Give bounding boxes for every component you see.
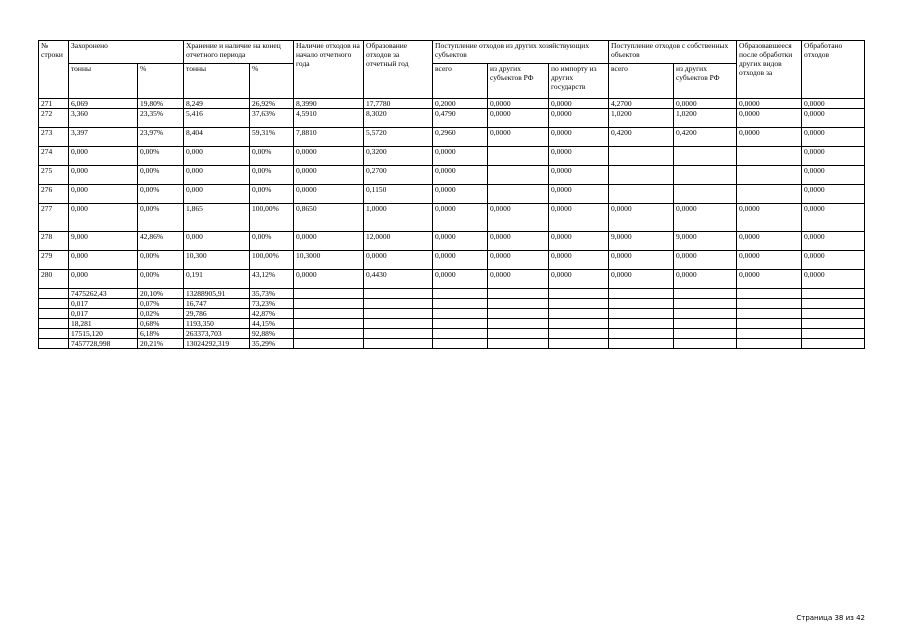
summary-row <box>39 319 865 329</box>
summary-cell-empty <box>802 309 865 319</box>
table-row <box>39 99 865 109</box>
table-cell-bp: 0,00% <box>138 251 184 270</box>
table-cell-rrf: 0,0000 <box>488 232 549 251</box>
table-cell-st: 1,865 <box>184 204 250 232</box>
summary-cell-sp: 73,23% <box>250 299 294 309</box>
header-received-from-rf: из других субъектов РФ <box>488 64 549 99</box>
summary-cell-empty <box>549 299 609 309</box>
table-cell-pr: 0,0000 <box>802 128 865 147</box>
summary-cell-empty <box>802 319 865 329</box>
table-cell-frm: 0,0000 <box>364 251 433 270</box>
table-cell-bp: 19,80% <box>138 99 184 109</box>
table-cell-fa: 0,0000 <box>737 128 802 147</box>
summary-cell-empty <box>737 299 802 309</box>
table-cell-orf: 0,0000 <box>674 251 737 270</box>
table-cell-n: 275 <box>39 166 69 185</box>
summary-cell-sp: 44,15% <box>250 319 294 329</box>
summary-cell-empty <box>488 309 549 319</box>
table-cell-rt: 0,4790 <box>433 109 488 128</box>
summary-cell-empty <box>609 339 674 349</box>
table-cell-pr: 0,0000 <box>802 185 865 204</box>
summary-cell-empty <box>802 339 865 349</box>
table-cell-n: 274 <box>39 147 69 166</box>
header-processed: Обработано отходов <box>802 41 865 99</box>
header-buried: Захоронено <box>69 41 184 64</box>
summary-cell-bp: 0,68% <box>138 319 184 329</box>
table-cell-n: 276 <box>39 185 69 204</box>
table-cell-pr: 0,0000 <box>802 251 865 270</box>
table-row <box>39 232 865 251</box>
table-cell-frm: 8,3020 <box>364 109 433 128</box>
header-formed: Образование отходов за отчетный год <box>364 41 433 99</box>
summary-cell-empty <box>364 329 433 339</box>
summary-cell-empty <box>39 319 69 329</box>
summary-cell-st: 13288905,91 <box>184 289 250 299</box>
header-received-entities: Поступление отходов из других хозяйствующих субъектов <box>433 41 609 64</box>
table-cell-rt: 0,0000 <box>433 166 488 185</box>
table-cell-bt: 3,397 <box>69 128 138 147</box>
summary-cell-empty <box>549 319 609 329</box>
table-cell-ot: 4,2700 <box>609 99 674 109</box>
table-cell-rrf: 0,0000 <box>488 109 549 128</box>
table-cell-ot: 0,0000 <box>609 204 674 232</box>
table-cell-sp: 37,63% <box>250 109 294 128</box>
header-initial: Наличие отходов на начало отчетного года <box>294 41 364 99</box>
summary-cell-empty <box>802 299 865 309</box>
table-cell-rrf <box>488 147 549 166</box>
summary-cell-empty <box>488 329 549 339</box>
summary-cell-empty <box>609 299 674 309</box>
table-cell-frm: 0,1150 <box>364 185 433 204</box>
table-cell-ot <box>609 185 674 204</box>
table-cell-pr: 0,0000 <box>802 204 865 232</box>
table-row <box>39 251 865 270</box>
table-cell-rt: 0,2000 <box>433 99 488 109</box>
table-cell-orf: 0,0000 <box>674 270 737 289</box>
summary-cell-empty <box>737 339 802 349</box>
header-buried-percent: % <box>138 64 184 99</box>
table-cell-ot <box>609 166 674 185</box>
summary-cell-empty <box>364 319 433 329</box>
summary-cell-empty <box>294 299 364 309</box>
summary-cell-empty <box>433 319 488 329</box>
table-cell-rim: 0,0000 <box>549 109 609 128</box>
table-cell-pr: 0,0000 <box>802 109 865 128</box>
table-cell-rrf: 0,0000 <box>488 99 549 109</box>
header-storage-tonnes: тонны <box>184 64 250 99</box>
table-cell-bt: 0,000 <box>69 270 138 289</box>
table-cell-pr: 0,0000 <box>802 99 865 109</box>
table-cell-frm: 0,2700 <box>364 166 433 185</box>
table-cell-bt: 0,000 <box>69 147 138 166</box>
summary-cell-empty <box>737 319 802 329</box>
table-cell-rt: 0,0000 <box>433 251 488 270</box>
table-cell-ini: 0,8650 <box>294 204 364 232</box>
table-cell-n: 277 <box>39 204 69 232</box>
table-cell-orf <box>674 185 737 204</box>
summary-cell-bp: 0,07% <box>138 299 184 309</box>
table-cell-rim: 0,0000 <box>549 99 609 109</box>
table-row <box>39 147 865 166</box>
table-cell-bp: 0,00% <box>138 166 184 185</box>
table-cell-bp: 0,00% <box>138 270 184 289</box>
table-cell-bp: 42,86% <box>138 232 184 251</box>
table-cell-rt: 0,0000 <box>433 232 488 251</box>
table-cell-orf: 0,0000 <box>674 204 737 232</box>
table-cell-rrf: 0,0000 <box>488 251 549 270</box>
table-cell-rim: 0,0000 <box>549 185 609 204</box>
table-cell-n: 271 <box>39 99 69 109</box>
table-cell-ini: 0,0000 <box>294 232 364 251</box>
table-cell-st: 0,000 <box>184 166 250 185</box>
table-cell-bt: 9,000 <box>69 232 138 251</box>
table-row <box>39 128 865 147</box>
summary-cell-st: 263373,703 <box>184 329 250 339</box>
table-cell-pr: 0,0000 <box>802 232 865 251</box>
table-cell-bp: 0,00% <box>138 204 184 232</box>
summary-cell-sp: 42,87% <box>250 309 294 319</box>
table-cell-fa: 0,0000 <box>737 109 802 128</box>
table-cell-sp: 26,92% <box>250 99 294 109</box>
table-cell-bt: 0,000 <box>69 204 138 232</box>
table-cell-st: 0,000 <box>184 147 250 166</box>
table-cell-bp: 0,00% <box>138 147 184 166</box>
header-storage: Хранение и наличие на конец отчетного периода <box>184 41 294 64</box>
table-cell-sp: 0,00% <box>250 166 294 185</box>
table-cell-fa: 0,0000 <box>737 270 802 289</box>
table-cell-frm: 1,0000 <box>364 204 433 232</box>
table-cell-ot: 0,0000 <box>609 270 674 289</box>
summary-cell-empty <box>609 329 674 339</box>
table-cell-st: 10,300 <box>184 251 250 270</box>
table-cell-frm: 17,7780 <box>364 99 433 109</box>
table-cell-frm: 12,0000 <box>364 232 433 251</box>
table-cell-ini: 7,8810 <box>294 128 364 147</box>
table-cell-ini: 0,0000 <box>294 270 364 289</box>
table-cell-ot: 1,0200 <box>609 109 674 128</box>
table-row <box>39 185 865 204</box>
summary-cell-empty <box>39 289 69 299</box>
summary-cell-empty <box>488 289 549 299</box>
table-cell-rrf <box>488 166 549 185</box>
summary-cell-empty <box>39 309 69 319</box>
summary-cell-sp: 35,29% <box>250 339 294 349</box>
table-cell-sp: 0,00% <box>250 147 294 166</box>
summary-cell-empty <box>39 299 69 309</box>
summary-cell-empty <box>609 289 674 299</box>
waste-report-table <box>38 40 865 349</box>
table-cell-orf: 1,0200 <box>674 109 737 128</box>
table-cell-ot: 0,0000 <box>609 251 674 270</box>
header-received-import: по импорту из других государств <box>549 64 609 99</box>
summary-cell-bp: 6,18% <box>138 329 184 339</box>
summary-cell-empty <box>674 299 737 309</box>
table-cell-st: 0,191 <box>184 270 250 289</box>
summary-cell-st: 16,747 <box>184 299 250 309</box>
table-cell-ini: 8,3990 <box>294 99 364 109</box>
table-cell-ot: 9,0000 <box>609 232 674 251</box>
table-cell-frm: 0,4430 <box>364 270 433 289</box>
summary-cell-empty <box>609 309 674 319</box>
header-formed-after: Образовавшееся после обработки других видов отходов за <box>737 41 802 99</box>
summary-cell-st: 29,786 <box>184 309 250 319</box>
table-cell-rrf: 0,0000 <box>488 270 549 289</box>
table-cell-rim: 0,0000 <box>549 204 609 232</box>
summary-cell-sp: 92,88% <box>250 329 294 339</box>
table-cell-n: 273 <box>39 128 69 147</box>
summary-cell-bp: 20,10% <box>138 289 184 299</box>
table-cell-bt: 0,000 <box>69 166 138 185</box>
table-cell-ini: 0,0000 <box>294 185 364 204</box>
summary-cell-empty <box>433 299 488 309</box>
table-cell-pr: 0,0000 <box>802 147 865 166</box>
summary-cell-empty <box>433 329 488 339</box>
table-cell-st: 5,416 <box>184 109 250 128</box>
table-cell-rt: 0,0000 <box>433 204 488 232</box>
summary-cell-empty <box>488 299 549 309</box>
table-cell-frm: 5,5720 <box>364 128 433 147</box>
table-row <box>39 204 865 232</box>
table-row <box>39 166 865 185</box>
header-own-from-rf: из других субъектов РФ <box>674 64 737 99</box>
summary-cell-empty <box>549 309 609 319</box>
table-cell-orf <box>674 166 737 185</box>
table-cell-orf: 0,0000 <box>674 99 737 109</box>
summary-cell-empty <box>364 289 433 299</box>
table-cell-sp: 0,00% <box>250 185 294 204</box>
table-cell-rt: 0,0000 <box>433 147 488 166</box>
table-cell-sp: 100,00% <box>250 251 294 270</box>
summary-row <box>39 299 865 309</box>
summary-row <box>39 289 865 299</box>
table-cell-bp: 23,35% <box>138 109 184 128</box>
table-cell-sp: 100,00% <box>250 204 294 232</box>
summary-cell-bp: 0,02% <box>138 309 184 319</box>
table-cell-n: 280 <box>39 270 69 289</box>
table-cell-sp: 59,31% <box>250 128 294 147</box>
table-cell-bp: 0,00% <box>138 185 184 204</box>
table-cell-fa: 0,0000 <box>737 99 802 109</box>
table-cell-rrf <box>488 185 549 204</box>
table-cell-bt: 0,000 <box>69 251 138 270</box>
summary-cell-bt: 18,281 <box>69 319 138 329</box>
summary-cell-st: 1193,350 <box>184 319 250 329</box>
table-cell-sp: 0,00% <box>250 232 294 251</box>
table-cell-n: 279 <box>39 251 69 270</box>
header-buried-tonnes: тонны <box>69 64 138 99</box>
table-cell-fa: 0,0000 <box>737 251 802 270</box>
table-row <box>39 109 865 128</box>
summary-cell-empty <box>549 329 609 339</box>
summary-cell-empty <box>294 339 364 349</box>
summary-cell-empty <box>39 339 69 349</box>
table-cell-fa: 0,0000 <box>737 204 802 232</box>
table-cell-rim: 0,0000 <box>549 147 609 166</box>
summary-cell-bt: 0,017 <box>69 309 138 319</box>
table-cell-st: 8,249 <box>184 99 250 109</box>
table-cell-rim: 0,0000 <box>549 232 609 251</box>
table-cell-st: 8,404 <box>184 128 250 147</box>
table-cell-rt: 0,0000 <box>433 185 488 204</box>
table-cell-sp: 43,12% <box>250 270 294 289</box>
summary-cell-empty <box>294 329 364 339</box>
table-cell-fa <box>737 147 802 166</box>
table-cell-n: 272 <box>39 109 69 128</box>
summary-cell-empty <box>674 339 737 349</box>
table-cell-orf <box>674 147 737 166</box>
table-cell-pr: 0,0000 <box>802 270 865 289</box>
table-cell-st: 0,000 <box>184 185 250 204</box>
table-cell-ini: 4,5910 <box>294 109 364 128</box>
summary-cell-empty <box>488 339 549 349</box>
summary-cell-empty <box>433 289 488 299</box>
table-cell-ot <box>609 147 674 166</box>
table-cell-rim: 0,0000 <box>549 166 609 185</box>
header-storage-percent: % <box>250 64 294 99</box>
header-row-no: № строки <box>39 41 69 99</box>
table-cell-orf: 9,0000 <box>674 232 737 251</box>
summary-cell-empty <box>364 309 433 319</box>
header-row-top <box>39 41 865 64</box>
header-own-total: всего <box>609 64 674 99</box>
table-cell-fa <box>737 166 802 185</box>
summary-row <box>39 329 865 339</box>
summary-cell-empty <box>433 309 488 319</box>
summary-cell-empty <box>39 329 69 339</box>
summary-cell-empty <box>364 339 433 349</box>
table-cell-rim: 0,0000 <box>549 251 609 270</box>
table-cell-bt: 6,069 <box>69 99 138 109</box>
summary-cell-bt: 7457728,998 <box>69 339 138 349</box>
summary-cell-bt: 17515,120 <box>69 329 138 339</box>
summary-cell-empty <box>737 309 802 319</box>
summary-cell-bt: 7475262,43 <box>69 289 138 299</box>
header-received-total: всего <box>433 64 488 99</box>
table-cell-rt: 0,2960 <box>433 128 488 147</box>
table-cell-fa <box>737 185 802 204</box>
table-cell-rim: 0,0000 <box>549 128 609 147</box>
table-cell-pr: 0,0000 <box>802 166 865 185</box>
summary-cell-empty <box>294 309 364 319</box>
table-cell-rrf: 0,0000 <box>488 204 549 232</box>
summary-cell-empty <box>674 309 737 319</box>
summary-cell-empty <box>674 329 737 339</box>
table-cell-n: 278 <box>39 232 69 251</box>
table-cell-st: 0,000 <box>184 232 250 251</box>
summary-cell-empty <box>737 329 802 339</box>
table-cell-ot: 0,4200 <box>609 128 674 147</box>
summary-cell-empty <box>737 289 802 299</box>
summary-cell-empty <box>294 289 364 299</box>
summary-cell-empty <box>549 289 609 299</box>
summary-cell-empty <box>802 329 865 339</box>
table-cell-rt: 0,0000 <box>433 270 488 289</box>
table-cell-bp: 23,97% <box>138 128 184 147</box>
table-row <box>39 270 865 289</box>
summary-cell-bt: 0,017 <box>69 299 138 309</box>
page-number: Страница 38 из 42 <box>796 614 865 622</box>
summary-cell-empty <box>674 289 737 299</box>
summary-cell-sp: 35,73% <box>250 289 294 299</box>
table-cell-rrf: 0,0000 <box>488 128 549 147</box>
summary-cell-empty <box>433 339 488 349</box>
summary-cell-bp: 20,21% <box>138 339 184 349</box>
summary-cell-empty <box>609 319 674 329</box>
table-cell-ini: 0,0000 <box>294 147 364 166</box>
table-cell-ini: 10,3000 <box>294 251 364 270</box>
summary-row <box>39 339 865 349</box>
summary-cell-empty <box>294 319 364 329</box>
summary-cell-st: 13024292,319 <box>184 339 250 349</box>
summary-cell-empty <box>549 339 609 349</box>
summary-cell-empty <box>364 299 433 309</box>
table-cell-bt: 0,000 <box>69 185 138 204</box>
summary-row <box>39 309 865 319</box>
table-cell-orf: 0,4200 <box>674 128 737 147</box>
summary-cell-empty <box>674 319 737 329</box>
table-cell-bt: 3,360 <box>69 109 138 128</box>
table-cell-fa: 0,0000 <box>737 232 802 251</box>
table-cell-rim: 0,0000 <box>549 270 609 289</box>
summary-cell-empty <box>488 319 549 329</box>
table-cell-ini: 0,0000 <box>294 166 364 185</box>
table-cell-frm: 0,3200 <box>364 147 433 166</box>
summary-cell-empty <box>802 289 865 299</box>
header-received-own: Поступление отходов с собственных объектов <box>609 41 737 64</box>
